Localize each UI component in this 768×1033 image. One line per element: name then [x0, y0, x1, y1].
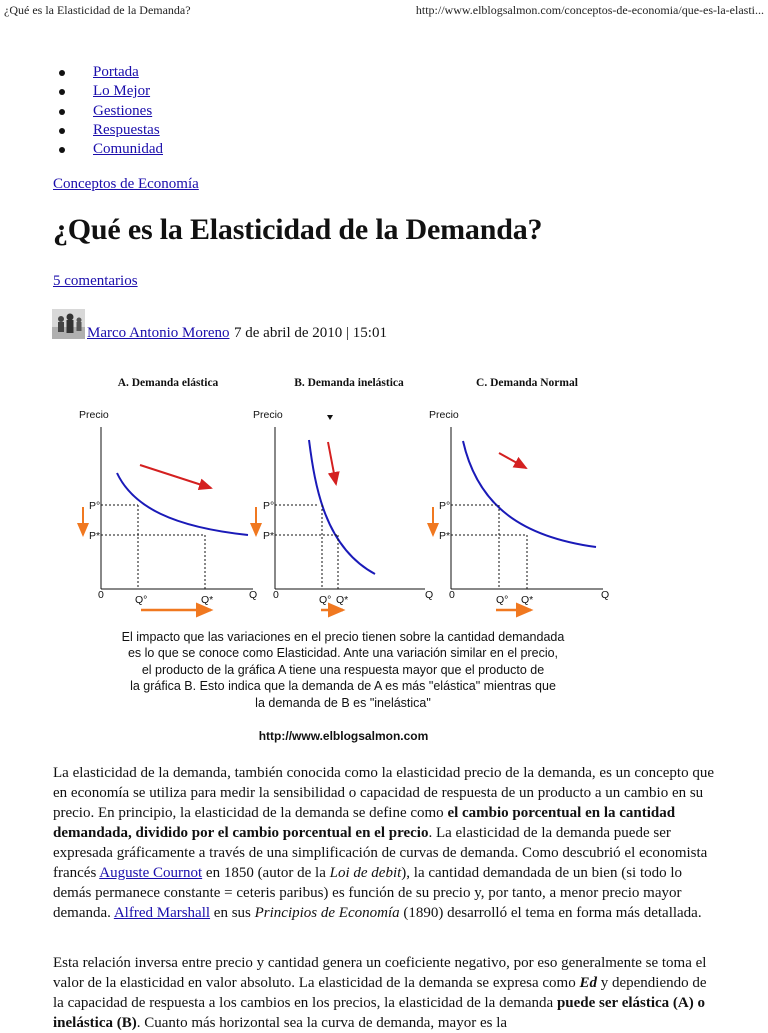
- text-run: en sus: [210, 905, 255, 921]
- figure-caption: [73, 629, 613, 711]
- avatar[interactable]: [52, 309, 85, 339]
- panel-b-origin: 0: [273, 589, 279, 601]
- text-run: (1890) desarrolló el tema en forma más detallada.: [399, 905, 702, 921]
- panel-a-title: A. Demanda elástica: [117, 377, 219, 389]
- panel-c-ylabel: Precio: [429, 409, 459, 421]
- italic-run: Loi de debit: [329, 865, 402, 881]
- link-auguste-cournot[interactable]: Auguste Cournot: [99, 865, 203, 881]
- nav-item-respuestas: [75, 121, 163, 140]
- nav-link-lo-mejor[interactable]: Lo Mejor: [93, 83, 151, 100]
- caption-line: la gráfica B. Esto indica que la demanda de A es más "elástica" mientras que: [130, 679, 556, 694]
- print-header: [0, 0, 768, 20]
- panel-a-red-arrow: [140, 465, 211, 488]
- print-header-title: ¿Qué es la Elasticidad de la Demanda?: [4, 3, 191, 17]
- caption-line: es lo que se conoce como Elasticidad. Ante una variación similar en el precio,: [127, 646, 559, 661]
- post-date: 7 de abril de 2010 | 15:01: [234, 325, 387, 341]
- nav-item-comunidad: [75, 140, 163, 159]
- nav-link-comunidad[interactable]: Comunidad: [93, 141, 163, 158]
- nav-link-portada[interactable]: Portada: [93, 64, 139, 80]
- italic-run: Ed: [579, 975, 597, 991]
- site-nav: [75, 63, 163, 159]
- panel-a-q2: Q*: [201, 594, 214, 606]
- panel-a-origin: 0: [98, 589, 104, 601]
- panel-c-title: C. Demanda Normal: [476, 377, 578, 389]
- nav-item-lo-mejor: [75, 82, 163, 101]
- panel-c-q1: Q°: [496, 594, 509, 606]
- panel-a-axis: Q: [249, 589, 258, 601]
- panel-b-demand-curve: [309, 440, 375, 574]
- nav-link-gestiones[interactable]: Gestiones: [93, 102, 153, 119]
- panel-b-title: B. Demanda inelástica: [294, 377, 404, 389]
- print-header-url: http://www.elblogsalmon.com/conceptos-de-economia/que-es-la-elasti...: [415, 3, 764, 17]
- nav-item-portada: [75, 63, 163, 82]
- panel-c-q2: Q*: [521, 594, 534, 606]
- panel-b-chart: [256, 415, 425, 610]
- caption-line: la demanda de B es "inelástica": [255, 695, 431, 710]
- nav-item-gestiones: [75, 102, 163, 121]
- caption-line: El impacto que las variaciones en el precio tienen sobre la cantidad demandada: [121, 630, 565, 644]
- panel-a-ylabel: Precio: [79, 409, 109, 421]
- panel-b-ylabel: Precio: [253, 409, 283, 421]
- panel-b-red-arrow: [328, 442, 336, 484]
- text-run: ), la cantidad demandada de un bien (si todo lo demás permanece constante = ceteris paribus) es función de su precio y, por tanto, a menor precio mayor demanda.: [53, 865, 683, 921]
- nav-link-respuestas[interactable]: Respuestas: [93, 121, 160, 138]
- figure-url: http://www.elblogsalmon.com: [258, 729, 429, 743]
- panel-b-marker-icon: [327, 415, 333, 420]
- text-run: en 1850 (autor de la: [202, 865, 330, 881]
- elasticity-figure: [53, 357, 634, 755]
- panel-a-p2: P*: [89, 530, 101, 542]
- panel-c-p1: P°: [439, 500, 451, 512]
- panel-a-chart: [83, 427, 253, 610]
- comments-link[interactable]: 5 comentarios: [53, 273, 138, 289]
- panel-b-axis: Q: [425, 589, 434, 601]
- author-link[interactable]: Marco Antonio Moreno: [87, 325, 230, 341]
- body-paragraph-2: [53, 953, 715, 1033]
- panel-c-p2: P*: [439, 530, 451, 542]
- caption-line: el producto de la gráfica A tiene una respuesta mayor que el producto de: [141, 662, 545, 677]
- panel-a-q1: Q°: [135, 594, 148, 606]
- italic-run: Principios de Economía: [254, 905, 400, 921]
- bold-run: puede ser elástica (A) o inelástica (B): [53, 995, 705, 1031]
- elasticity-charts: [53, 357, 634, 627]
- body-paragraph-1: [53, 763, 715, 923]
- panel-c-origin: 0: [449, 589, 455, 601]
- panel-c-chart: [433, 427, 603, 610]
- bold-run: el cambio porcentual en la cantidad demandada, dividido por el cambio porcentual en el precio: [53, 805, 676, 841]
- text-run: Esta relación inversa entre precio y cantidad genera un coeficiente negativo, por eso generalmente se toma el valor de la elasticidad en valor absoluto. La elasticidad de la demanda se expresa como: [53, 955, 707, 991]
- panel-b-q1: Q°: [319, 594, 332, 606]
- category-link[interactable]: Conceptos de Economía: [53, 176, 199, 192]
- panel-a-p1: P°: [89, 500, 101, 512]
- panel-b-p1: P°: [263, 500, 275, 512]
- panel-b-q2: Q*: [336, 594, 349, 606]
- page-title: ¿Qué es la Elasticidad de la Demanda?: [53, 213, 543, 246]
- text-run: La elasticidad de la demanda, también conocida como la elasticidad precio de la demanda, es un concepto que en economía se utiliza para medir la sensibilidad o capacidad de respuesta de un producto a un cambio en su precio. En principio, la elasticidad de la demanda se define como: [53, 765, 714, 821]
- text-run: . Cuanto más horizontal sea la curva de demanda, mayor es la: [136, 1015, 508, 1031]
- panel-c-red-arrow: [499, 453, 526, 468]
- panel-a-demand-curve: [117, 473, 248, 535]
- panel-c-demand-curve: [463, 441, 596, 547]
- link-alfred-marshall[interactable]: Alfred Marshall: [113, 905, 211, 921]
- text-run: y dependiendo de la capacidad de respuesta a los cambios en los precios, la elasticidad de la demanda: [53, 975, 707, 1011]
- panel-b-p2: P*: [263, 530, 275, 542]
- panel-c-axis: Q: [601, 589, 610, 601]
- text-run: . La elasticidad de la demanda puede ser expresada gráficamente a través de una simplificación de curvas de demanda. Como descubrió el economista francés: [53, 825, 708, 881]
